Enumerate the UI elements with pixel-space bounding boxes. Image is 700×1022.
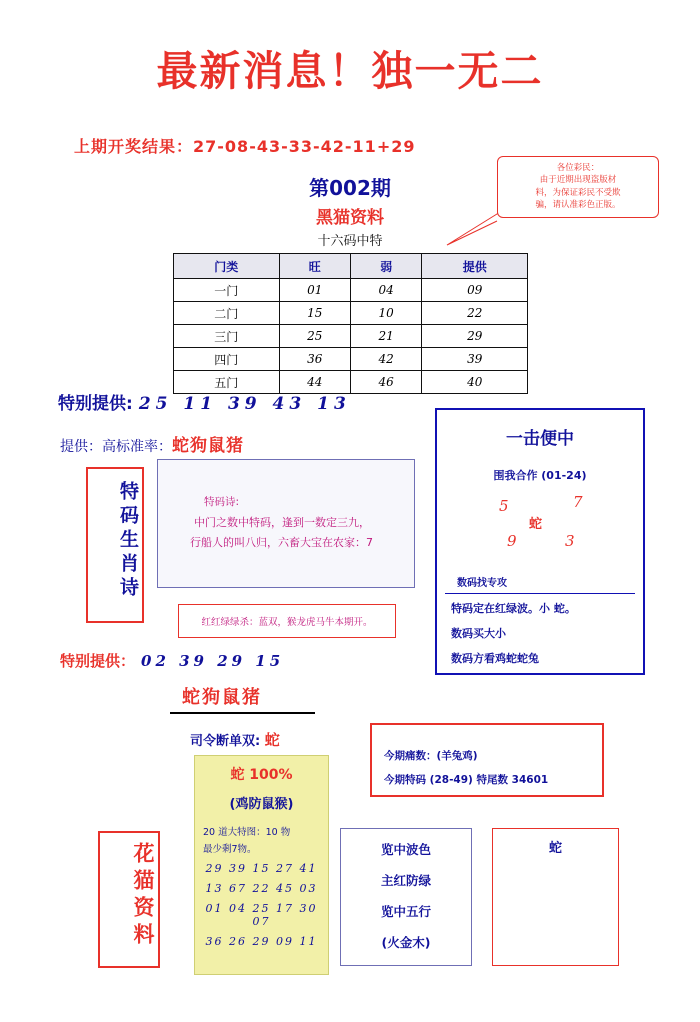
notice-line-4: 骗，请认准彩色正版。	[535, 199, 621, 210]
color-element-box	[340, 828, 472, 966]
table-cell: 09	[422, 279, 528, 302]
notice-line-3: 料，为保证彩民不受欺	[535, 187, 621, 198]
accuracy-label: 提供：高标准率：	[60, 439, 172, 455]
section-name: 黑猫资料	[316, 208, 384, 228]
poem-line-2: 行船人的叫八归，六畜大宝在农家：7	[190, 536, 373, 549]
blue-box-line-8: 数码方看鸡蛇蛇兔	[451, 652, 539, 665]
blue-box-number-3: 9	[507, 532, 517, 550]
kill-line-text: 红红绿绿杀：蓝双，猴龙虎马牛本期开。	[201, 617, 373, 628]
table-cell: 39	[422, 348, 528, 371]
table-cell: 22	[422, 302, 528, 325]
blue-box-range: 围我合作 (01-24)	[493, 469, 587, 482]
empty-red-box	[492, 828, 619, 966]
table-cell: 29	[422, 325, 528, 348]
blue-box-number-1: 5	[499, 497, 509, 515]
poem-title: 特码诗:	[204, 496, 240, 508]
table-cell: 42	[350, 348, 421, 371]
redbox-mid-line-2: 今期特码 (28-49) 特尾数 34601	[384, 774, 549, 786]
last-draw-label: 上期开奖结果：	[74, 137, 194, 156]
table-header-cell: 提供	[422, 254, 528, 279]
accuracy-zodiac: 蛇狗鼠猪	[172, 436, 244, 456]
redbox-mid-line-1: 今期痛数：(羊兔鸡)	[384, 750, 478, 762]
sub-section-name: 十六码中特	[317, 234, 383, 249]
table-row	[174, 348, 528, 371]
blue-box-divider	[445, 593, 635, 594]
accuracy-line	[60, 431, 244, 456]
blue-box-line-6: 特码定在红绿波。小 蛇。	[451, 602, 576, 615]
special-offer	[58, 389, 351, 414]
special-offer-numbers: 25 11 39 43 13	[138, 394, 351, 414]
table-row	[174, 302, 528, 325]
yellow-box-headline: 蛇 100%	[230, 767, 293, 783]
table-header-cell: 弱	[350, 254, 421, 279]
yellow-box-number-row: 01 04 25 17 30 07	[205, 902, 318, 928]
table-header-cell: 旺	[279, 254, 350, 279]
kill-line-box	[178, 604, 396, 638]
notice-line-1: 各位彩民：	[556, 163, 600, 173]
one-hit-blue-box	[435, 408, 645, 675]
commander-label: 司令断单双:	[190, 734, 261, 749]
table-cell: 一门	[174, 279, 280, 302]
blue-box-center-zodiac: 蛇	[529, 517, 543, 532]
yellow-box-subline: (鸡防鼠猴)	[229, 797, 294, 812]
last-draw-result	[74, 134, 415, 157]
yellow-box-number-row: 29 39 15 27 41	[205, 862, 318, 875]
page-title: 最新消息！独一无二	[156, 47, 544, 95]
flower-cat-box	[98, 831, 160, 968]
yellow-box-note-1: 20 道大特图：10 物	[203, 827, 291, 838]
divider-rule	[170, 712, 315, 714]
table-cell: 五门	[174, 371, 280, 394]
table-cell: 25	[279, 325, 350, 348]
table-cell: 四门	[174, 348, 280, 371]
commander-answer: 蛇	[264, 731, 280, 749]
yellow-box-number-row: 13 67 22 45 03	[205, 882, 318, 895]
table-cell: 04	[350, 279, 421, 302]
purple-box-line-4: (火金木)	[381, 935, 431, 950]
zodiac-row-2: 蛇狗鼠猪	[182, 687, 262, 708]
yellow-box-note-2: 最少剩7物。	[203, 844, 257, 855]
purple-box-line-1: 览中波色	[380, 842, 431, 857]
zodiac-poem-vertical-label: 特码生肖诗	[117, 481, 139, 601]
flower-cat-vertical-label: 花猫资料	[131, 842, 155, 950]
blue-box-number-4: 3	[565, 532, 575, 550]
table-header-row	[174, 254, 528, 279]
current-issue-red-box	[370, 723, 604, 797]
table-cell: 二门	[174, 302, 280, 325]
table-cell: 三门	[174, 325, 280, 348]
table-cell: 21	[350, 325, 421, 348]
special-offer-label: 特别提供:	[58, 394, 133, 414]
table-header-cell: 门类	[174, 254, 280, 279]
purple-box-line-3: 览中五行	[380, 904, 431, 919]
poem-line-1: 中门之数中特码，逢到一数定三九，	[194, 516, 370, 529]
commander-odd-even-title	[190, 729, 280, 750]
table-cell: 40	[422, 371, 528, 394]
table-cell: 10	[350, 302, 421, 325]
special-offer-2	[60, 650, 284, 671]
issue-number: 第002期	[309, 176, 391, 200]
redbox-last-zodiac: 蛇	[548, 841, 562, 856]
table-row	[174, 279, 528, 302]
yellow-prediction-box	[194, 755, 329, 975]
poem-box	[157, 459, 415, 588]
odds-table	[173, 253, 528, 394]
purple-box-line-2: 主红防绿	[380, 873, 431, 888]
blue-box-title: 一击便中	[506, 429, 574, 449]
table-cell: 36	[279, 348, 350, 371]
special-offer-2-numbers: 02 39 29 15	[141, 652, 285, 670]
last-draw-numbers: 27-08-43-33-42-11+29	[193, 137, 416, 156]
table-row	[174, 325, 528, 348]
table-cell: 15	[279, 302, 350, 325]
notice-bubble	[497, 156, 659, 218]
table-cell: 46	[350, 371, 421, 394]
blue-box-line-7: 数码买大小	[451, 627, 506, 640]
table-cell: 01	[279, 279, 350, 302]
blue-box-number-2: 7	[573, 493, 583, 511]
notice-line-2: 由于近期出现盗版材	[539, 175, 617, 186]
table-cell: 44	[279, 371, 350, 394]
zodiac-poem-box	[86, 467, 144, 623]
yellow-box-number-row: 36 26 29 09 11	[205, 935, 318, 948]
blue-box-line-5: 数码找专攻	[457, 578, 507, 589]
special-offer-2-label: 特别提供：	[60, 652, 136, 670]
